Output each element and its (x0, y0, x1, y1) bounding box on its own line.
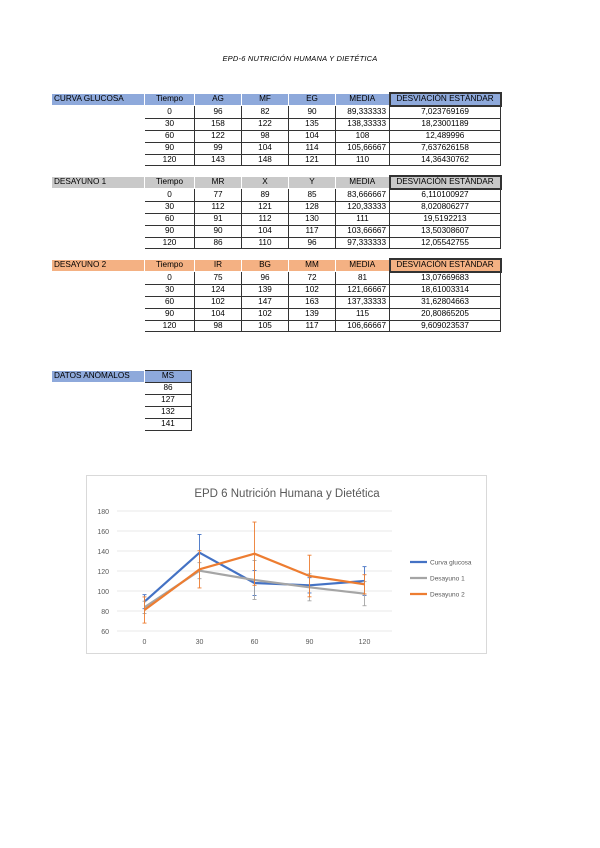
cell: 120 (145, 154, 195, 166)
cell: 117 (289, 225, 336, 237)
cell: 19,5192213 (390, 213, 501, 225)
cell: 158 (195, 118, 242, 130)
cell: 82 (242, 106, 289, 118)
column-header: MS (145, 371, 192, 383)
table-label: DESAYUNO 2 (52, 259, 145, 272)
cell: 132 (145, 406, 192, 418)
column-header: DESVIACIÓN ESTÁNDAR (390, 259, 501, 272)
cell: 124 (195, 284, 242, 296)
table-row (52, 237, 501, 249)
cell: 122 (195, 130, 242, 142)
table-row (52, 406, 192, 418)
column-header: X (242, 176, 289, 189)
cell: 30 (145, 201, 195, 213)
cell: 12,489996 (390, 130, 501, 142)
cell: 81 (336, 272, 390, 284)
column-header: IR (195, 259, 242, 272)
cell: 115 (336, 308, 390, 320)
cell: 122 (242, 118, 289, 130)
cell: 96 (195, 106, 242, 118)
cell: 9,609023537 (390, 320, 501, 332)
table-label: CURVA GLUCOSA (52, 93, 145, 106)
cell: 7,637626158 (390, 142, 501, 154)
table-row (52, 284, 501, 296)
x-tick-label: 0 (142, 639, 147, 646)
table-row (52, 418, 192, 430)
cell: 141 (145, 418, 192, 430)
column-header: MEDIA (336, 176, 390, 189)
cell: 110 (336, 154, 390, 166)
cell: 104 (195, 308, 242, 320)
table-datos-anomalos (51, 370, 192, 431)
table-row (52, 296, 501, 308)
cell: 13,07669683 (390, 272, 501, 284)
column-header: AG (195, 93, 242, 106)
y-tick-label: 160 (97, 529, 109, 536)
cell: 127 (145, 394, 192, 406)
cell: 83,666667 (336, 189, 390, 201)
cell: 98 (195, 320, 242, 332)
document-title: EPD-6 NUTRICIÓN HUMANA Y DIETÉTICA (222, 54, 378, 63)
cell: 137,33333 (336, 296, 390, 308)
x-tick-label: 30 (195, 639, 204, 646)
x-tick-label: 60 (250, 639, 259, 646)
x-tick-label: 90 (305, 639, 314, 646)
table-row (52, 394, 192, 406)
cell: 20,80865205 (390, 308, 501, 320)
cell: 85 (289, 189, 336, 201)
column-header: Tiempo (145, 93, 195, 106)
table-row (52, 130, 501, 142)
cell: 77 (195, 189, 242, 201)
cell: 60 (145, 130, 195, 142)
cell: 0 (145, 106, 195, 118)
column-header: MEDIA (336, 93, 390, 106)
cell: 106,66667 (336, 320, 390, 332)
cell: 110 (242, 237, 289, 249)
cell: 86 (195, 237, 242, 249)
cell: 89,333333 (336, 106, 390, 118)
cell: 6,110100927 (390, 189, 501, 201)
table-desayuno-1 (51, 175, 502, 249)
column-header: EG (289, 93, 336, 106)
column-header: MR (195, 176, 242, 189)
cell: 128 (289, 201, 336, 213)
cell: 60 (145, 213, 195, 225)
cell: 102 (289, 284, 336, 296)
cell: 7,023769169 (390, 106, 501, 118)
table-row (52, 272, 501, 284)
table-desayuno-2 (51, 258, 502, 332)
column-header: Y (289, 176, 336, 189)
table-row (52, 320, 501, 332)
column-header: MF (242, 93, 289, 106)
cell: 0 (145, 272, 195, 284)
column-header: BG (242, 259, 289, 272)
table-row (52, 225, 501, 237)
chart-svg (87, 476, 486, 653)
column-header: Tiempo (145, 259, 195, 272)
cell: 86 (145, 382, 192, 394)
cell: 90 (145, 308, 195, 320)
column-header: MM (289, 259, 336, 272)
cell: 108 (336, 130, 390, 142)
cell: 96 (289, 237, 336, 249)
table-header-row (52, 259, 501, 272)
table-row (52, 308, 501, 320)
cell: 102 (195, 296, 242, 308)
cell: 96 (242, 272, 289, 284)
cell: 91 (195, 213, 242, 225)
legend-label: Desayuno 1 (430, 575, 465, 583)
cell: 143 (195, 154, 242, 166)
table-label: DATOS ANÓMALOS (52, 371, 145, 383)
cell: 104 (242, 225, 289, 237)
cell: 112 (242, 213, 289, 225)
table-row (52, 213, 501, 225)
cell: 139 (242, 284, 289, 296)
column-header: MEDIA (336, 259, 390, 272)
legend-label: Curva glucosa (430, 559, 472, 567)
cell: 163 (289, 296, 336, 308)
cell: 97,333333 (336, 237, 390, 249)
table-row (52, 142, 501, 154)
y-tick-label: 100 (97, 589, 109, 596)
y-tick-label: 60 (101, 629, 109, 636)
cell: 103,66667 (336, 225, 390, 237)
cell: 121,66667 (336, 284, 390, 296)
cell: 139 (289, 308, 336, 320)
cell: 60 (145, 296, 195, 308)
cell: 30 (145, 284, 195, 296)
cell: 135 (289, 118, 336, 130)
cell: 148 (242, 154, 289, 166)
cell: 18,23001189 (390, 118, 501, 130)
cell: 90 (145, 142, 195, 154)
table-curva-glucosa (51, 92, 502, 166)
y-tick-label: 80 (101, 609, 109, 616)
table-row (52, 106, 501, 118)
cell: 114 (289, 142, 336, 154)
cell: 102 (242, 308, 289, 320)
cell: 12,05542755 (390, 237, 501, 249)
column-header: DESVIACIÓN ESTÁNDAR (390, 93, 501, 106)
cell: 98 (242, 130, 289, 142)
cell: 18,61003314 (390, 284, 501, 296)
cell: 8,020806277 (390, 201, 501, 213)
table-row (52, 189, 501, 201)
table-header-row (52, 93, 501, 106)
cell: 105,66667 (336, 142, 390, 154)
table-row (52, 118, 501, 130)
cell: 120,33333 (336, 201, 390, 213)
cell: 13,50308607 (390, 225, 501, 237)
x-tick-label: 120 (358, 639, 371, 646)
cell: 120 (145, 237, 195, 249)
table-header-row (52, 371, 192, 383)
cell: 30 (145, 118, 195, 130)
y-tick-label: 140 (97, 549, 109, 556)
cell: 105 (242, 320, 289, 332)
cell: 90 (289, 106, 336, 118)
cell: 138,33333 (336, 118, 390, 130)
column-header: DESVIACIÓN ESTÁNDAR (390, 176, 501, 189)
table-row (52, 201, 501, 213)
cell: 89 (242, 189, 289, 201)
cell: 72 (289, 272, 336, 284)
cell: 121 (289, 154, 336, 166)
cell: 147 (242, 296, 289, 308)
cell: 0 (145, 189, 195, 201)
cell: 121 (242, 201, 289, 213)
cell: 90 (195, 225, 242, 237)
y-tick-label: 180 (97, 509, 109, 516)
cell: 130 (289, 213, 336, 225)
cell: 31,62804663 (390, 296, 501, 308)
chart (86, 475, 487, 654)
cell: 14,36430762 (390, 154, 501, 166)
y-tick-label: 120 (97, 569, 109, 576)
cell: 75 (195, 272, 242, 284)
cell: 104 (242, 142, 289, 154)
chart-title: EPD 6 Nutrición Humana y Dietética (194, 488, 380, 500)
table-row (52, 382, 192, 394)
legend-label: Desayuno 2 (430, 591, 465, 599)
cell: 99 (195, 142, 242, 154)
cell: 111 (336, 213, 390, 225)
table-label: DESAYUNO 1 (52, 176, 145, 189)
cell: 117 (289, 320, 336, 332)
table-header-row (52, 176, 501, 189)
cell: 120 (145, 320, 195, 332)
cell: 90 (145, 225, 195, 237)
cell: 104 (289, 130, 336, 142)
column-header: Tiempo (145, 176, 195, 189)
cell: 112 (195, 201, 242, 213)
table-row (52, 154, 501, 166)
